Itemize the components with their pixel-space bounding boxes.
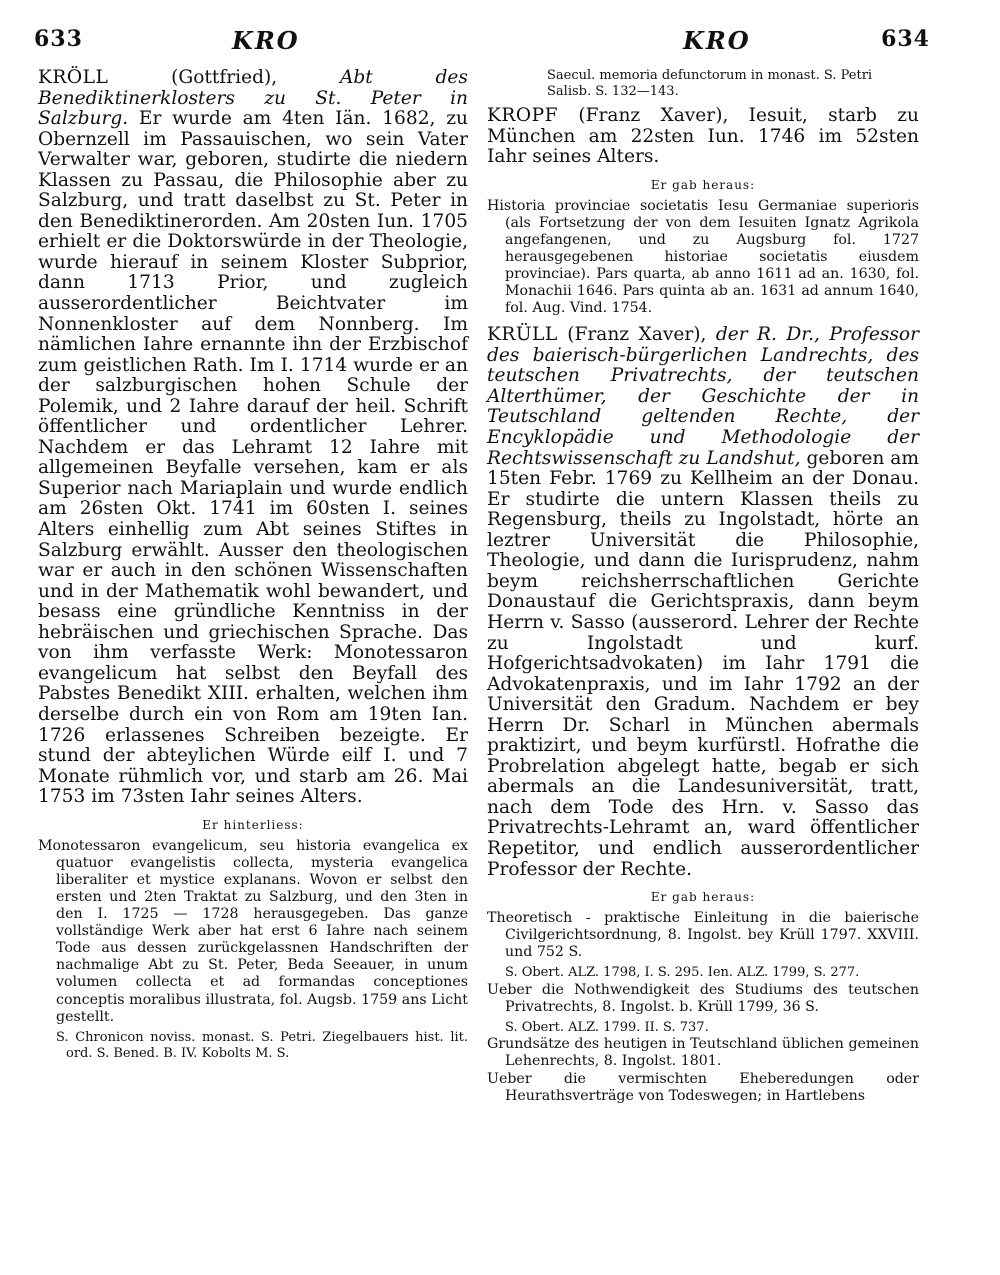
right-column — [487, 68, 919, 1105]
reference-continuation: Saecul. memoria defunctorum in monast. S. Petri Salisb. S. 132—143. — [547, 68, 873, 99]
work-item: Historia provinciae societatis Iesu Germaniae superioris (als Fortsetzung der von dem Iesuiten Ignatz Agrikola angefangenen, und zu Augsburg fol. 1727 herausgegebenen historiae societatis eiusdem provinciae). Pars quarta, ab anno 1611 ad an. 1630, fol. Monachii 1646. Pars quinta ab an. 1631 ad annum 1640, fol. Aug. Vind. 1754. — [487, 197, 919, 317]
entry-title: der R. Dr., Professor des baierisch-bürgerlichen Landrechts, des teutschen Privatrechts, der teutschen Alterthümer, der Geschichte der in Teutschland geltenden Rechte, der Encyklopädie und Methodologie der Rechtswissenschaft zu Landshut, — [487, 324, 919, 469]
entry-title: Abt des Benediktinerklosters zu St. Peter in Salzburg. — [38, 67, 468, 130]
work-item: Grundsätze des heutigen in Teutschland üblichen gemeinen Lehenrechts, 8. Ingolst. 1801. — [487, 1036, 919, 1070]
reference-note: S. Chronicon noviss. monast. S. Petri. Ziegelbauers hist. lit. ord. S. Bened. B. IV. Kobolts M. S. — [56, 1029, 468, 1062]
entry-body: Er wurde am 4ten Iän. 1682, zu Obernzell im Passauischen, wo sein Vater Verwalter war, geboren, studirte die niedern Klassen zu Passau, die Philosophie aber zu Salzburg, und tratt daselbst zu St. Peter in den Benediktinerorden. Am 20sten Iun. 1705 erhielt er die Doktorswürde in der Theologie, wurde hierauf in seinem Kloster Subprior, dann 1713 Prior, und zugleich ausserordentlicher Beichtvater im Nonnenkloster auf dem Nonnberg. Im nämlichen Iahre ernannte ihn der Erzbischof zum geistlichen Rath. Im I. 1714 wurde er an der salzburgischen hohen Schule der Polemik, und 2 Iahre darauf der heil. Schrift öffentlicher und ordentlicher Lehrer. Nachdem er das Lehramt 12 Iahre mit allgemeinen Beyfalle versehen, kam er als Superior nach Mariaplain und wurde endlich am 26sten Okt. 1741 im 60sten I. seines Alters einhellig zum Abt seines Stiftes in Salzburg erwählt. Ausser den theologischen war er auch in den schönen Wissenschaften und in der Mathematik wohl bewandert, und besass eine gründliche Kenntniss in der hebräischen und griechischen Sprache. Das von ihm verfasste Werk: Monotessaron evangelicum hat selbst den Beyfall des Pabstes Benedikt XIII. erhalten, welchen ihm derselbe durch ein von Rom am 19ten Ian. 1726 erlassenes Schreiben bezeigte. Er stund der abteylichen Würde eilf I. und 7 Monate rühmlich vor, und starb am 26. Mai 1753 im 73sten Iahr seines Alters. — [38, 108, 468, 808]
work-item: Theoretisch - praktische Einleitung in die baierische Civilgerichtsordnung, 8. Ingolst. bey Krüll 1797. XXVIII. und 752 S. — [487, 910, 919, 961]
reference-note: S. Obert. ALZ. 1798, I. S. 295. Ien. ALZ. 1799, S. 277. — [505, 965, 860, 981]
section-heading-works: Er gab heraus: — [650, 890, 756, 905]
page-number-right: 634 — [881, 26, 930, 52]
entry-kropf — [487, 106, 919, 168]
page-number-left: 633 — [34, 26, 83, 52]
entry-name: KRÜLL — [487, 324, 558, 346]
running-head-left: KRO — [232, 26, 300, 55]
entry-name: KROPF — [487, 105, 559, 126]
entry-body: (Franz Xaver), Iesuit, starb zu München am 22sten Iun. 1746 im 52sten Iahr seines Alters. — [487, 105, 919, 168]
work-item: Ueber die vermischten Eheberedungen oder Heurathsverträge von Todeswegen; in Hartlebens — [487, 1070, 919, 1104]
running-head-right: KRO — [683, 26, 751, 55]
section-heading-works: Er gab heraus: — [650, 177, 756, 192]
left-column — [38, 68, 468, 1063]
entry-given-name: (Gottfried), — [171, 67, 278, 88]
entry-kroell — [38, 68, 468, 808]
reference-note: S. Obert. ALZ. 1799. II. S. 737. — [505, 1019, 709, 1035]
entry-kruell — [487, 325, 919, 880]
work-item: Monotessaron evangelicum, seu historia evangelica ex quatuor evangelistis collecta, mysteria evangelica liberaliter et mystice explanans. Wovon er selbst den ersten und 2ten Traktat zu Salzburg, und den 3ten in den I. 1725 — 1728 herausgegeben. Das ganze vollständige Werk aber hat erst 6 Iahre nach seinem Tode aus dessen zurückgelassnen Handschriften der nachmalige Abt zu St. Peter, Beda Seeauer, in unum volumen collecta et ad formandas conceptiones conceptis moralibus illustrata, fol. Augsb. 1759 ans Licht gestellt. — [38, 837, 468, 1025]
section-heading-works: Er hinterliess: — [202, 817, 304, 832]
entry-body: geboren am 15ten Febr. 1769 zu Kellheim an der Donau. Er studirte die untern Klassen theils zu Regensburg, theils zu Ingolstadt, hörte an leztrer Universität die Philosophie, Theologie, und dann die Iurisprudenz, nahm beym reichsherrschaftlichen Gerichte Donaustauf die Gerichtspraxis, dann beym Herrn v. Sasso (ausserord. Lehrer der Rechte zu Ingolstadt und kurf. Hofgerichtsadvokaten) im Iahr 1791 die Advokatenpraxis, und im Iahr 1792 an der Universität den Gradum. Nachdem er bey Herrn Dr. Scharl in München abermals praktizirt, und beym kurfürstl. Hofrathe die Probrelation abgelegt hatte, begab er sich abermals an die Landesuniversität, tratt, nach dem Tode des Hrn. v. Sasso das Privatrechts-Lehramt an, ward öffentlicher Repetitor, und endlich ausserordentlicher Professor der Rechte. — [487, 447, 919, 880]
entry-given-name: (Franz Xaver), — [567, 324, 707, 346]
page-header — [0, 26, 1000, 62]
work-item: Ueber die Nothwendigkeit des Studiums des teutschen Privatrechts, 8. Ingolst. b. Krüll 1799, 36 S. — [487, 981, 919, 1015]
entry-name: KRÖLL — [38, 67, 109, 88]
